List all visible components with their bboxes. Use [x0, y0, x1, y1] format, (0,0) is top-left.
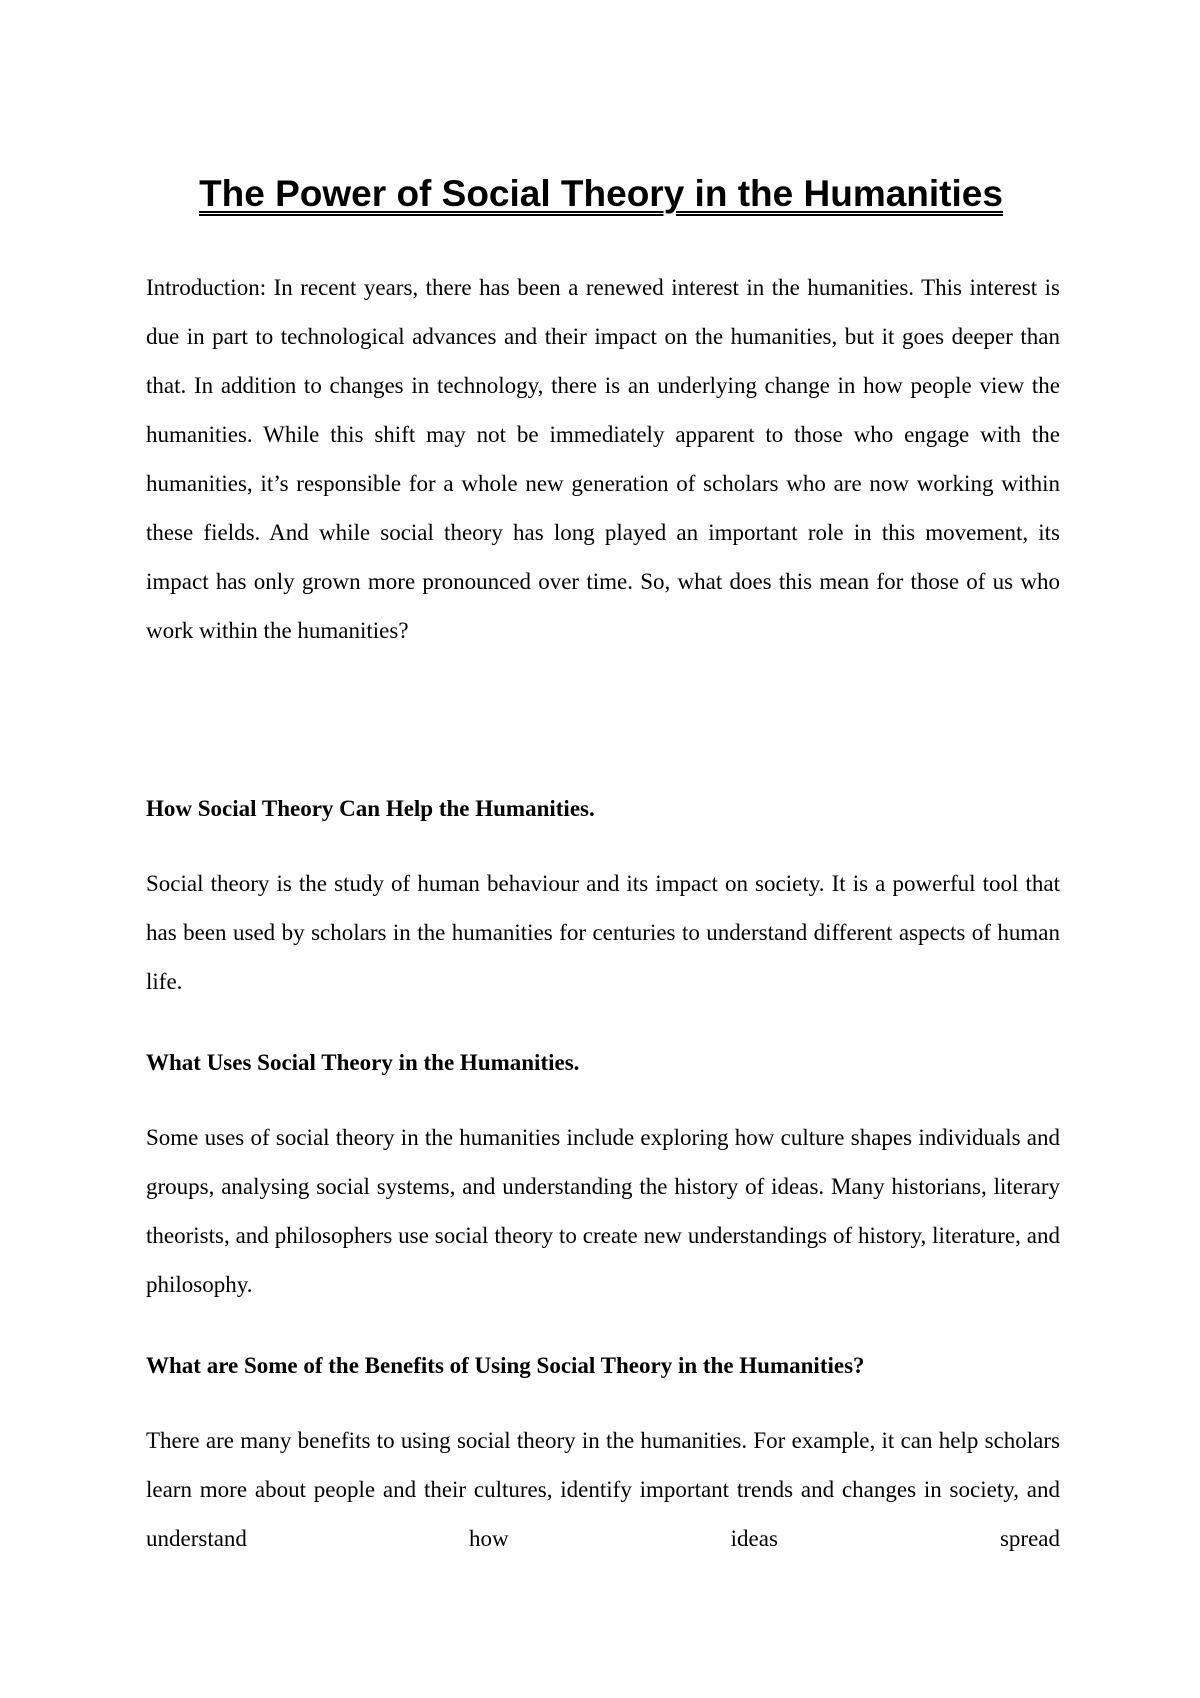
- section-paragraph-uses: Some uses of social theory in the humanities include exploring how culture shapes individuals and groups, analysing social systems, and understanding the history of ideas. Many historians, literary theorists, and philosophers use social theory to create new understandings of history, literature, and philosophy.: [146, 1125, 1060, 1297]
- document-title: The Power of Social Theory in the Humanities: [199, 173, 1003, 214]
- section-heading-benefits: What are Some of the Benefits of Using Social Theory in the Humanities?: [146, 1353, 865, 1378]
- intro-paragraph: Introduction: In recent years, there has been a renewed interest in the humanities. This interest is due in part to technological advances and their impact on the humanities, but it goes deeper than that. In addition to changes in technology, there is an underlying change in how people view the humanities. While this shift may not be immediately apparent to those who engage with the humanities, it’s responsible for a whole new generation of scholars who are now working within these fields. And while social theory has long played an important role in this movement, its impact has only grown more pronounced over time. So, what does this mean for those of us who work within the humanities?: [146, 275, 1060, 643]
- section-paragraph-how-social-theory-helps: Social theory is the study of human behaviour and its impact on society. It is a powerful tool that has been used by scholars in the humanities for centuries to understand different aspects of human life.: [146, 871, 1060, 994]
- section-heading-uses: What Uses Social Theory in the Humanities.: [146, 1050, 580, 1075]
- section-paragraph-benefits: There are many benefits to using social theory in the humanities. For example, it can help scholars learn more about people and their cultures, identify important trends and changes in society, and understand how ideas spread: [146, 1428, 1060, 1551]
- section-heading-how-social-theory-helps: How Social Theory Can Help the Humanities.: [146, 796, 595, 821]
